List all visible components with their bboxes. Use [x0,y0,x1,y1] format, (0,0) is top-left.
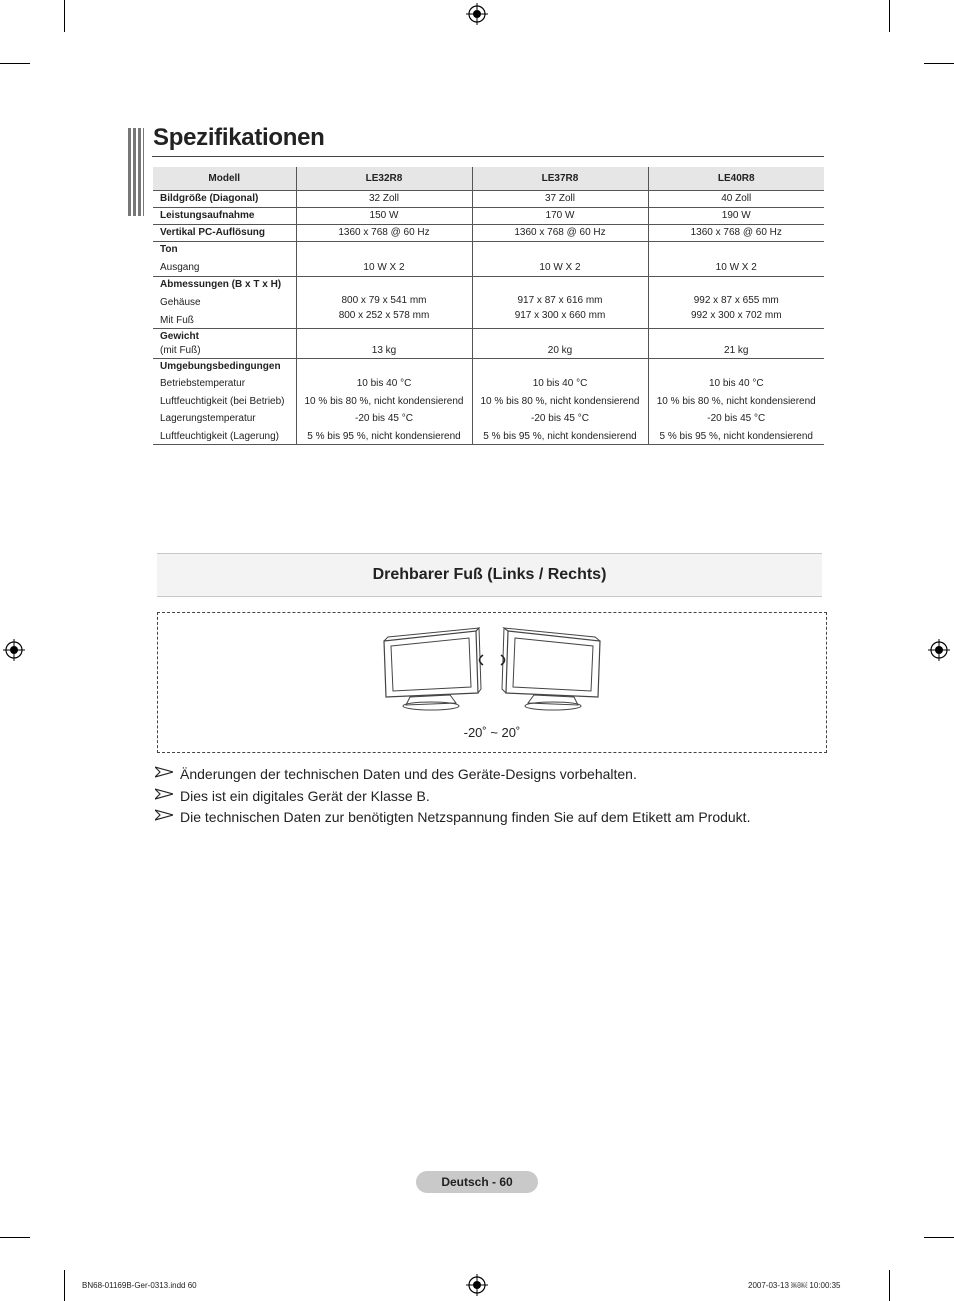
table-cell: 20 kg [472,328,648,358]
header-cell: Modell [153,167,296,190]
section-title: Drehbarer Fuß (Links / Rechts) [372,566,607,583]
table-row [153,358,824,444]
crop-mark [924,63,954,64]
list-item: Die technischen Daten zur benötigten Netzspannung finden Sie auf dem Etikett am Produkt. [155,808,855,830]
table-cell: 10 W X 2 [296,241,472,276]
table-cell: 32 Zoll [296,190,472,207]
table-cell: 40 Zoll [648,190,824,207]
row-label: Ton Ausgang [153,241,296,276]
table-cell: 10 bis 40 °C 10 % bis 80 %, nicht kondensierend -20 bis 45 °C 5 % bis 95 %, nicht kondensierend [296,358,472,444]
page-number-badge: Deutsch - 60 [416,1171,538,1193]
page-title: Spezifikationen [153,124,325,151]
arrow-note-icon [155,788,173,800]
header-cell: LE32R8 [296,167,472,190]
arrow-note-icon [155,809,173,821]
table-row [153,207,824,224]
registration-mark-icon [928,639,950,661]
swivel-figure [157,612,827,753]
table-cell: 992 x 87 x 655 mm 992 x 300 x 702 mm [648,276,824,328]
crop-mark [0,63,30,64]
arrow-note-icon [155,766,173,778]
list-item: Änderungen der technischen Daten und des Geräte-Designs vorbehalten. [155,765,855,787]
table-cell: 37 Zoll [472,190,648,207]
table-cell: 10 W X 2 [648,241,824,276]
table-row [153,276,824,328]
crop-mark [64,1270,65,1301]
table-cell: 190 W [648,207,824,224]
header-cell: LE37R8 [472,167,648,190]
table-cell: 21 kg [648,328,824,358]
table-cell: 1360 x 768 @ 60 Hz [648,224,824,241]
table-cell: 10 bis 40 °C 10 % bis 80 %, nicht kondensierend -20 bis 45 °C 5 % bis 95 %, nicht kondensierend [648,358,824,444]
footer-timestamp: 2007-03-13 ￼￼ 10:00:35 [748,1281,841,1290]
registration-mark-icon [466,3,488,25]
crop-mark [889,1270,890,1301]
row-label: Leistungsaufnahme [153,207,296,224]
table-cell: 1360 x 768 @ 60 Hz [296,224,472,241]
spec-table [153,167,824,445]
table-cell: 10 bis 40 °C 10 % bis 80 %, nicht kondensierend -20 bis 45 °C 5 % bis 95 %, nicht kondensierend [472,358,648,444]
crop-mark [64,0,65,32]
list-item: Dies ist ein digitales Gerät der Klasse B. [155,787,855,809]
header-cell: LE40R8 [648,167,824,190]
notes-list [155,765,855,830]
table-cell: 800 x 79 x 541 mm 800 x 252 x 578 mm [296,276,472,328]
row-label: Vertikal PC-Auflösung [153,224,296,241]
registration-mark-icon [466,1274,488,1296]
table-header-row [153,167,824,190]
row-label: Bildgröße (Diagonal) [153,190,296,207]
crop-mark [0,1237,30,1238]
table-cell: 917 x 87 x 616 mm 917 x 300 x 660 mm [472,276,648,328]
row-label: Abmessungen (B x T x H) Gehäuse Mit Fuß [153,276,296,328]
crop-mark [924,1237,954,1238]
table-cell: 1360 x 768 @ 60 Hz [472,224,648,241]
table-cell: 170 W [472,207,648,224]
swivel-tv-illustration-icon [380,627,608,719]
swivel-angle-label: -20˚ ~ 20˚ [463,725,521,740]
table-row [153,224,824,241]
footer-filename: BN68-01169B-Ger-0313.indd 60 [82,1281,197,1290]
table-cell: 10 W X 2 [472,241,648,276]
table-row [153,241,824,276]
registration-mark-icon [3,639,25,661]
section-header [157,553,822,597]
row-label: Gewicht (mit Fuß) [153,328,296,358]
title-accent-bar [128,128,144,216]
table-row [153,190,824,207]
row-label: Umgebungsbedingungen Betriebstemperatur Luftfeuchtigkeit (bei Betrieb) Lagerungstemperatur Luftfeuchtigkeit (Lagerung) [153,358,296,444]
title-divider [152,156,824,157]
table-cell: 150 W [296,207,472,224]
crop-mark [889,0,890,32]
table-row [153,328,824,358]
table-cell: 13 kg [296,328,472,358]
